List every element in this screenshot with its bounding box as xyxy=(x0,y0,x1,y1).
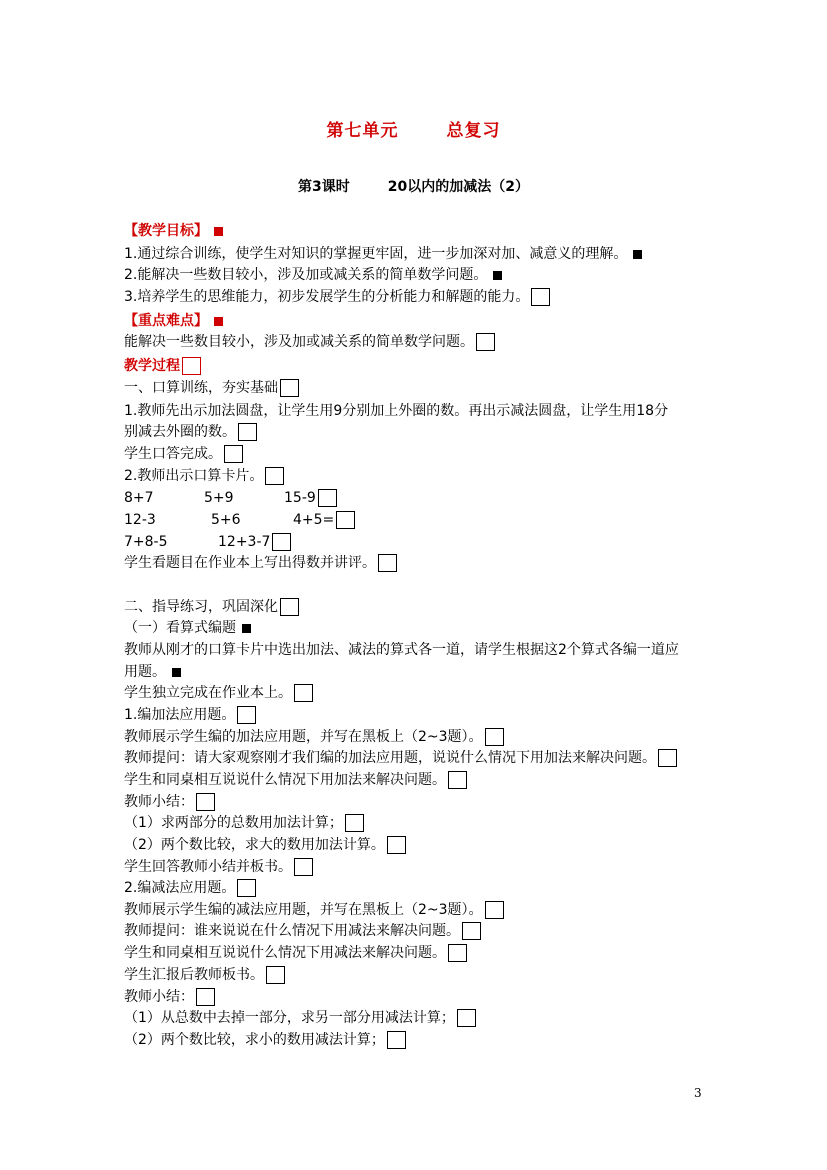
addition-line-5: （1）求两部分的总数用加法计算； xyxy=(124,813,364,833)
subtraction-line-6: （1）从总数中去掉一部分，求另一部分用减法计算； xyxy=(124,1008,476,1028)
marker-square xyxy=(172,668,181,677)
marker-square xyxy=(242,624,251,633)
empty-box xyxy=(272,533,291,551)
empty-box xyxy=(462,922,481,940)
addition-line-3: 学生和同桌相互说说什么情况下用加法来解决问题。 xyxy=(124,770,467,790)
subtraction-title: 2.编减法应用题。 xyxy=(124,878,256,898)
marker-square xyxy=(214,227,223,236)
marker-square xyxy=(493,271,502,280)
section1-para4: 学生看题目在作业本上写出得数并讲评。 xyxy=(124,553,397,573)
goal-item-2: 2.能解决一些数目较小，涉及加或减关系的简单数学问题。 xyxy=(124,265,502,285)
addition-line-1: 教师展示学生编的加法应用题，并写在黑板上（2~3题）。 xyxy=(124,727,504,747)
empty-box xyxy=(387,1031,406,1049)
empty-box xyxy=(238,423,257,441)
unit-title-part2: 总复习 xyxy=(446,121,501,141)
section2-sub1: （一）看算式编题 xyxy=(124,618,251,638)
goal-item-1: 1.通过综合训练，使学生对知识的掌握更牢固，进一步加深对加、减意义的理解。 xyxy=(124,244,642,264)
calc-row-2: 12-3 5+6 4+5= xyxy=(124,510,355,530)
calc-row-1: 8+7 5+9 15-9 xyxy=(124,488,337,508)
key-heading: 【重点难点】 xyxy=(124,311,223,331)
section1-title: 一、口算训练，夯实基础 xyxy=(124,378,299,398)
goals-heading: 【教学目标】 xyxy=(124,221,223,241)
section1-para1: 1.教师先出示加法圆盘，让学生用9分别加上外圈的数。再出示减法圆盘，让学生用18分 xyxy=(124,403,669,419)
empty-box xyxy=(457,1009,476,1027)
empty-box xyxy=(294,684,313,702)
calc-row-3: 7+8-5 12+3-7 xyxy=(124,532,291,552)
empty-box xyxy=(237,879,256,897)
section2-para1: 教师从刚才的口算卡片中选出加法、减法的算式各一道，请学生根据这2个算式各编一道应 xyxy=(124,642,679,658)
empty-box xyxy=(378,554,397,572)
empty-box xyxy=(345,814,364,832)
unit-title-part1: 第七单元 xyxy=(326,121,399,141)
section1-para2: 学生口答完成。 xyxy=(124,444,243,464)
empty-box xyxy=(265,467,284,485)
subtraction-line-2: 教师提问：谁来说说在什么情况下用减法来解决问题。 xyxy=(124,921,481,941)
empty-box xyxy=(658,749,677,767)
subtraction-line-1: 教师展示学生编的减法应用题，并写在黑板上（2~3题）。 xyxy=(124,900,504,920)
addition-line-6: （2）两个数比较，求大的数用加法计算。 xyxy=(124,835,406,855)
section1-para3: 2.教师出示口算卡片。 xyxy=(124,466,284,486)
page-number: 3 xyxy=(694,1086,702,1100)
addition-line-7: 学生回答教师小结并板书。 xyxy=(124,857,313,877)
section2-para2: 学生独立完成在作业本上。 xyxy=(124,683,313,703)
empty-box xyxy=(280,598,299,616)
empty-box xyxy=(448,771,467,789)
section2-title: 二、指导练习，巩固深化 xyxy=(124,597,299,617)
key-text: 能解决一些数目较小，涉及加或减关系的简单数学问题。 xyxy=(124,332,495,352)
marker-square xyxy=(633,250,642,259)
empty-box xyxy=(224,445,243,463)
process-heading: 教学过程 xyxy=(124,356,201,376)
lesson-subtitle xyxy=(0,176,827,196)
subtraction-line-7: （2）两个数比较，求小的数用减法计算； xyxy=(124,1030,406,1050)
empty-box xyxy=(280,379,299,397)
empty-box xyxy=(196,793,215,811)
lesson-number: 第3课时 xyxy=(298,179,350,195)
subtraction-line-3: 学生和同桌相互说说什么情况下用减法来解决问题。 xyxy=(124,943,467,963)
empty-box xyxy=(448,944,467,962)
section1-para1-cont: 别减去外圈的数。 xyxy=(124,422,257,442)
subtraction-line-5: 教师小结： xyxy=(124,987,215,1007)
empty-box xyxy=(476,333,495,351)
empty-box xyxy=(318,489,337,507)
empty-box xyxy=(336,511,355,529)
section2-para1-cont: 用题。 xyxy=(124,662,181,682)
goal-item-3: 3.培养学生的思维能力，初步发展学生的分析能力和解题的能力。 xyxy=(124,287,550,307)
empty-box xyxy=(182,357,201,375)
empty-box xyxy=(266,966,285,984)
empty-box xyxy=(485,901,504,919)
addition-line-2: 教师提问：请大家观察刚才我们编的加法应用题，说说什么情况下用加法来解决问题。 xyxy=(124,748,677,768)
addition-title: 1.编加法应用题。 xyxy=(124,705,256,725)
empty-box xyxy=(294,858,313,876)
empty-box xyxy=(531,288,550,306)
addition-line-4: 教师小结： xyxy=(124,792,215,812)
marker-square xyxy=(214,317,223,326)
empty-box xyxy=(196,988,215,1006)
empty-box xyxy=(387,836,406,854)
unit-title xyxy=(0,116,827,141)
empty-box xyxy=(237,706,256,724)
lesson-topic: 20以内的加减法（2） xyxy=(387,179,529,195)
empty-box xyxy=(485,728,504,746)
subtraction-line-4: 学生汇报后教师板书。 xyxy=(124,965,285,985)
